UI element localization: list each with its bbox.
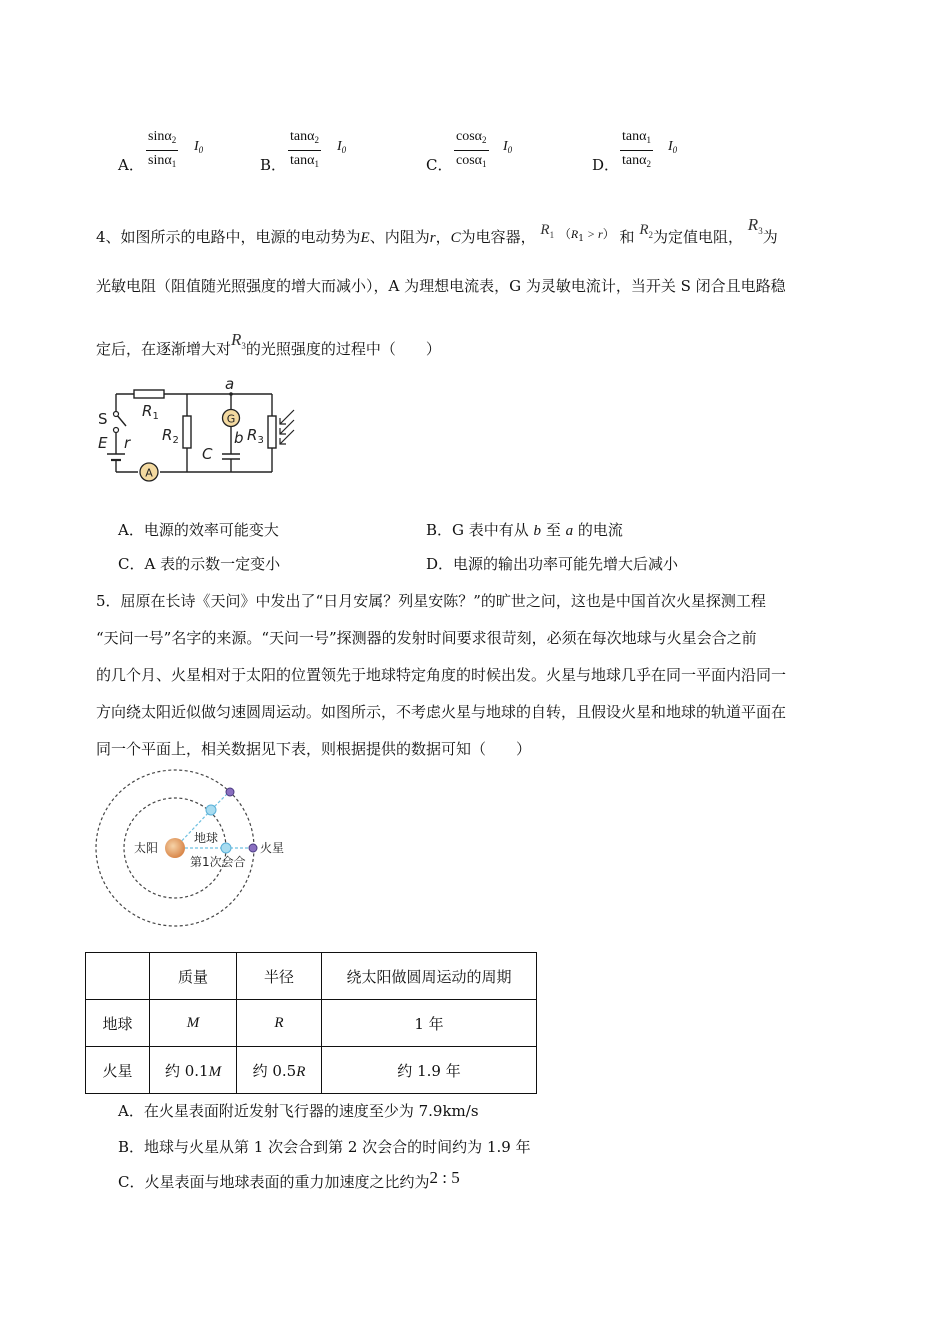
svg-text:G: G xyxy=(226,412,236,426)
table-header-cell xyxy=(86,953,150,1000)
r2-symbol: $R_2$ xyxy=(639,222,653,240)
table-row xyxy=(86,1000,537,1047)
q5-option-a: A．在火星表面附近发射飞行器的速度至少为 7.9km/s xyxy=(118,1102,479,1120)
table-cell: 约 0.1M xyxy=(150,1047,237,1094)
svg-text:r: r xyxy=(124,434,131,452)
table-header-cell: 半径 xyxy=(237,953,322,1000)
svg-text:R1: $R_1$ xyxy=(142,402,159,422)
earth-label: 地球 xyxy=(194,831,219,845)
svg-text:A: A xyxy=(145,466,153,480)
r1-resistor xyxy=(134,390,164,398)
svg-text:a: a xyxy=(225,376,235,393)
r3-photoresistor xyxy=(268,416,276,448)
light-arrows-icon xyxy=(280,410,294,444)
table-row xyxy=(86,1047,537,1094)
r1-symbol: $R_1$ xyxy=(540,222,555,240)
table-header-row xyxy=(86,953,537,1000)
q5-line-3: 的几个月、火星相对于太阳的位置领先于地球特定角度的时候出发。火星与地球几乎在同一平面内沿同一 xyxy=(96,666,787,684)
q4-line-1: 4、如图所示的电路中，电源的电动势为E、内阻为r，C为电容器， $R_1$ $^{(R_1 > r)}$ 和 $R_2$为定值电阻， $R_3$为 xyxy=(96,215,778,246)
earth-icon xyxy=(206,805,216,815)
mars-conjunction-icon xyxy=(249,844,257,852)
q3-option-a-fraction: $\frac{\sin\alpha_2}{\sin\alpha_1}$ xyxy=(148,129,177,169)
earth-conjunction-icon xyxy=(221,843,231,853)
q5-option-c: C．火星表面与地球表面的重力加速度之比约为2 : 5 xyxy=(118,1168,460,1191)
q3-option-c-label: C． xyxy=(426,156,453,174)
q3-option-d-label: D． xyxy=(592,156,620,174)
q4-option-b: B．G 表中有从 b 至 a 的电流 xyxy=(426,521,623,539)
svg-text:b: b xyxy=(234,429,244,447)
svg-text:C: C xyxy=(202,445,213,463)
table-header-cell: 绕太阳做圆周运动的周期 xyxy=(322,953,537,1000)
table-cell: R xyxy=(237,1000,322,1047)
table-header-cell: 质量 xyxy=(150,953,237,1000)
q3-option-c-current: $I_0$ xyxy=(503,139,513,155)
table-cell: M xyxy=(150,1000,237,1047)
q5-line-5: 同一个平面上，相关数据见下表，则根据提供的数据可知（ ） xyxy=(96,740,532,758)
q4-option-c: C．A 表的示数一定变小 xyxy=(118,555,281,573)
sun-label: 太阳 xyxy=(134,841,159,855)
q4-option-d: D．电源的输出功率可能先增大后减小 xyxy=(426,555,679,573)
table-cell: 1 年 xyxy=(322,1000,537,1047)
svg-text:S: S xyxy=(98,410,108,428)
q3-option-d-current: $I_0$ xyxy=(668,139,678,155)
q5-line-1: 5．屈原在长诗《天问》中发出了“日月安属？列星安陈？”的旷世之问，这也是中国首次火星探测工程 xyxy=(96,592,766,610)
q3-option-b-label: B． xyxy=(260,156,287,174)
q3-option-a-current: $I_0$ xyxy=(194,139,204,155)
q3-option-d-fraction: $\frac{\tan\alpha_1}{\tan\alpha_2}$ xyxy=(622,129,651,169)
q4-option-a: A．电源的效率可能变大 xyxy=(118,521,279,539)
q5-line-2: “天问一号”名字的来源。“天问一号”探测器的发射时间要求很苛刻，必须在每次地球与火星会合之前 xyxy=(96,629,757,647)
q3-option-b-fraction: $\frac{\tan\alpha_2}{\tan\alpha_1}$ xyxy=(290,129,319,169)
orbit-diagram xyxy=(90,766,300,928)
table-cell: 火星 xyxy=(86,1047,150,1094)
svg-text:R3: $R_3$ xyxy=(247,426,264,446)
svg-text:E: E xyxy=(98,434,108,452)
q3-option-b-current: $I_0$ xyxy=(337,139,347,155)
planet-data-table xyxy=(85,952,537,1094)
q5-line-4: 方向绕太阳近似做匀速圆周运动。如图所示，不考虑火星与地球的自转，且假设火星和地球的轨道平面在 xyxy=(96,703,787,721)
q4-line-3: 定后，在逐渐增大对$R_3$的光照强度的过程中（ ） xyxy=(96,330,441,358)
r3-symbol-inline: $R_3$ xyxy=(231,330,246,351)
table-cell: 约 1.9 年 xyxy=(322,1047,537,1094)
table-cell: 地球 xyxy=(86,1000,150,1047)
conjunction-label: 第1次会合 xyxy=(190,855,246,869)
q5-option-b: B．地球与火星从第 1 次会合到第 2 次会合的时间约为 1.9 年 xyxy=(118,1138,531,1156)
mars-label: 火星 xyxy=(260,841,285,855)
q3-option-c-fraction: $\frac{\cos\alpha_2}{\cos\alpha_1}$ xyxy=(456,129,487,169)
mars-icon xyxy=(226,788,234,796)
r3-symbol: $R_3$ xyxy=(747,215,763,236)
circuit-diagram xyxy=(94,376,304,486)
table-cell: 约 0.5R xyxy=(237,1047,322,1094)
r2-resistor xyxy=(183,416,191,448)
sun-icon xyxy=(165,838,185,858)
svg-text:R2: $R_2$ xyxy=(162,426,179,446)
q3-option-a-label: A． xyxy=(118,156,144,174)
r1-condition: （R1 > r） xyxy=(558,227,615,244)
q4-line-2: 光敏电阻（阻值随光照强度的增大而减小），A 为理想电流表，G 为灵敏电流计，当开关 S 闭合且电路稳 xyxy=(96,277,786,295)
